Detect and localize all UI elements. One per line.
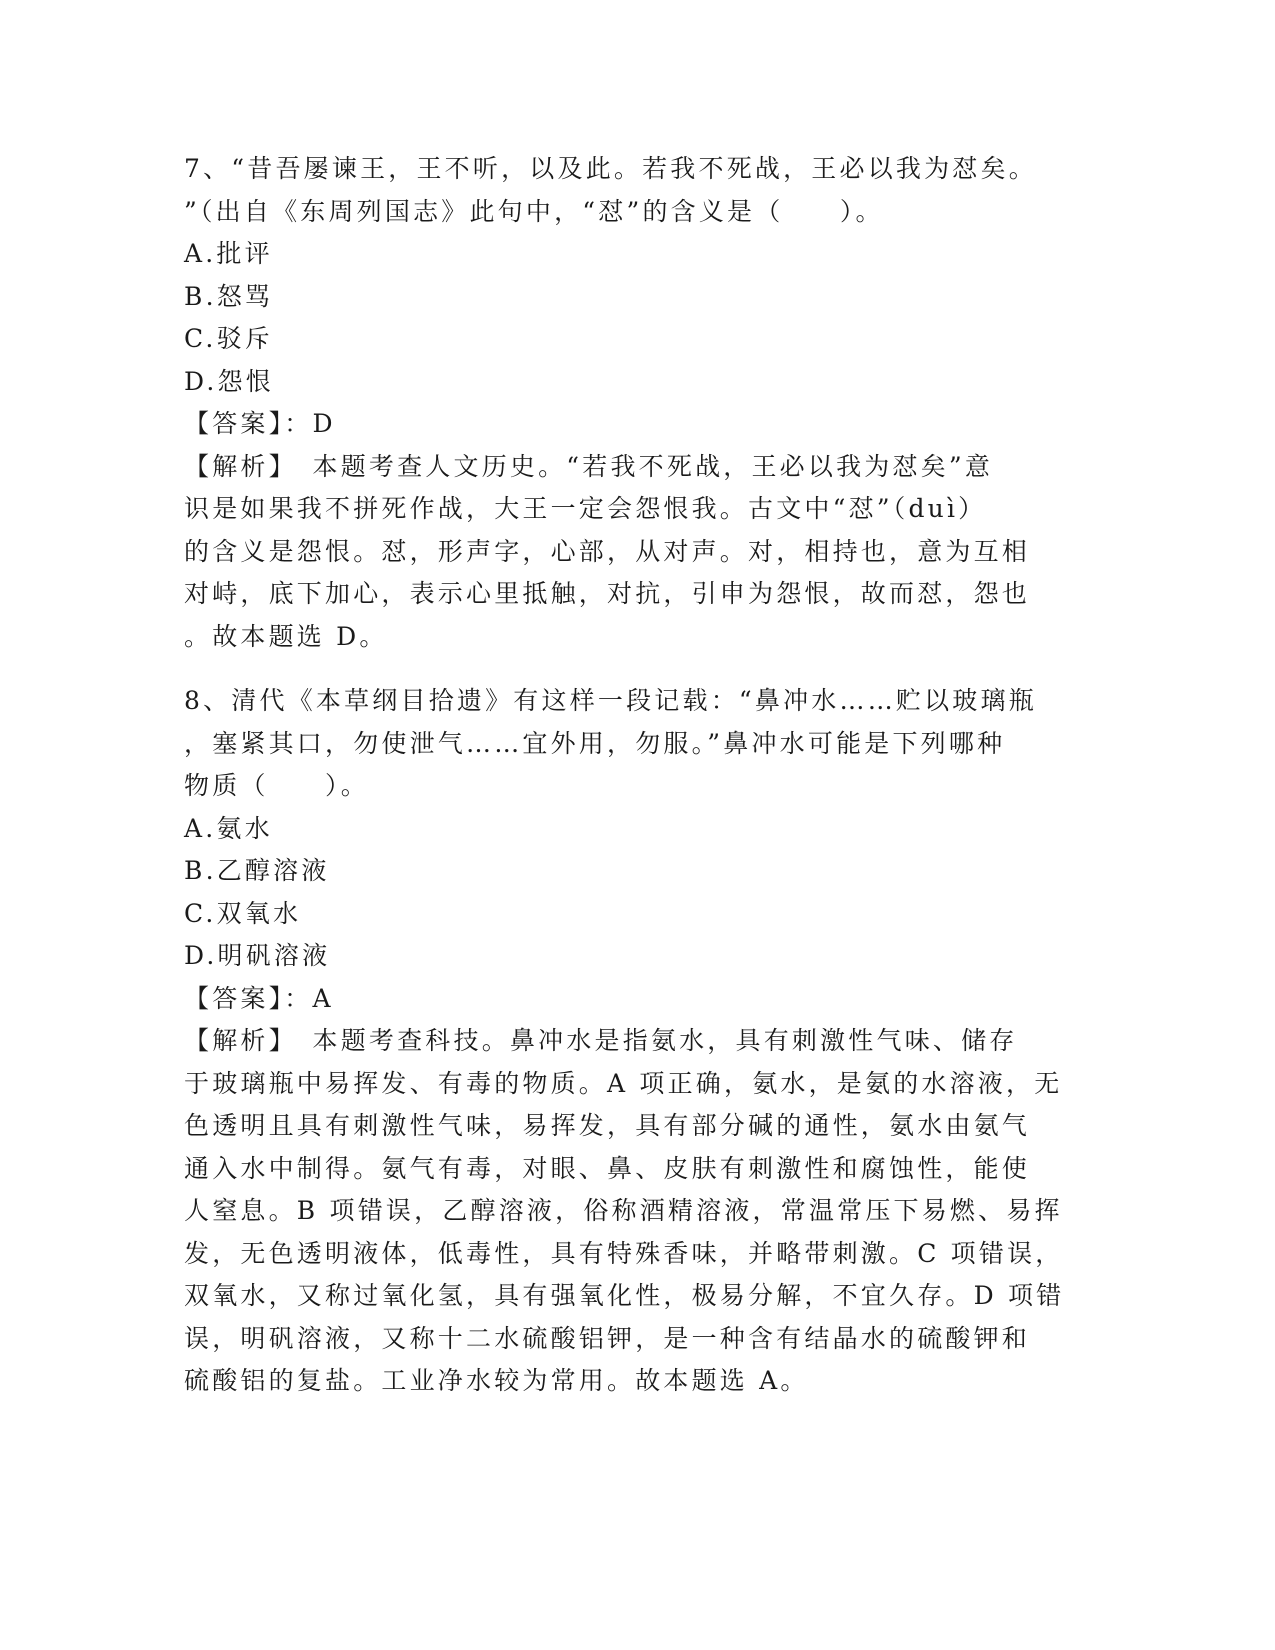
option-d: D.怨恨: [184, 366, 274, 396]
option-d: D.明矾溶液: [184, 941, 331, 970]
analysis-line: 通入水中制得。氨气有毒，对眼、鼻、皮肤有刺激性和腐蚀性，能使: [184, 1153, 1031, 1183]
option-c: C.驳斥: [184, 324, 273, 353]
option-b: B.乙醇溶液: [184, 856, 330, 885]
option-a: A.批评: [184, 239, 273, 268]
document-page: [184, 148, 1084, 1403]
analysis-line: 于玻璃瓶中易挥发、有毒的物质。A 项正确，氨水，是氨的水溶液，无: [184, 1068, 1063, 1098]
question-stem-line: 物质（ ）。: [184, 771, 369, 800]
analysis-line: 对峙，底下加心，表示心里抵触，对抗，引申为怨恨，故而怼，怨也: [184, 579, 1031, 608]
answer-line: 【答案】：A: [184, 983, 334, 1013]
analysis-line: 误，明矾溶液，又称十二水硫酸铝钾，是一种含有结晶水的硫酸钾和: [184, 1323, 1031, 1353]
option-a: A.氨水: [184, 813, 273, 843]
analysis-line: 人窒息。B 项错误，乙醇溶液，俗称酒精溶液，常温常压下易燃、易挥: [184, 1196, 1063, 1225]
analysis-line: 【解析】 本题考查科技。鼻冲水是指氨水，具有刺激性气味、储存: [184, 1026, 1018, 1055]
analysis-line: 【解析】 本题考查人文历史。“若我不死战，王必以我为怼矣”意: [184, 451, 994, 481]
question-stem-line: ”（出自《东周列国志》此句中，“怼”的含义是（ ）。: [184, 196, 884, 226]
question-stem-line: 8、清代《本草纲目拾遗》有这样一段记载：“鼻冲水……贮以玻璃瓶: [184, 686, 1037, 715]
question-stem-line: 7、“昔吾屡谏王，王不听，以及此。若我不死战，王必以我为怼矣。: [184, 154, 1037, 183]
option-c: C.双氧水: [184, 898, 302, 928]
answer-line: 【答案】：D: [184, 409, 336, 438]
option-b: B.怒骂: [184, 281, 274, 311]
analysis-line: 色透明且具有刺激性气味，易挥发，具有部分碱的通性，氨水由氨气: [184, 1111, 1031, 1140]
analysis-line: 。故本题选 D。: [184, 621, 388, 651]
analysis-line: 的含义是怨恨。怼，形声字，心部，从对声。对，相持也，意为互相: [184, 536, 1031, 566]
analysis-line: 发，无色透明液体，低毒性，具有特殊香味，并略带刺激。C 项错误，: [184, 1238, 1064, 1268]
analysis-line: 识是如果我不拼死作战，大王一定会怨恨我。古文中“怼”（duì）: [184, 494, 987, 523]
analysis-line: 硫酸铝的复盐。工业净水较为常用。故本题选 A。: [184, 1366, 809, 1395]
question-stem-line: ，塞紧其口，勿使泄气……宜外用，勿服。”鼻冲水可能是下列哪种: [184, 728, 1006, 758]
question-8: [184, 680, 1084, 1403]
analysis-line: 双氧水，又称过氧化氢，具有强氧化性，极易分解，不宜久存。D 项错: [184, 1281, 1065, 1310]
question-7: [184, 148, 1084, 658]
